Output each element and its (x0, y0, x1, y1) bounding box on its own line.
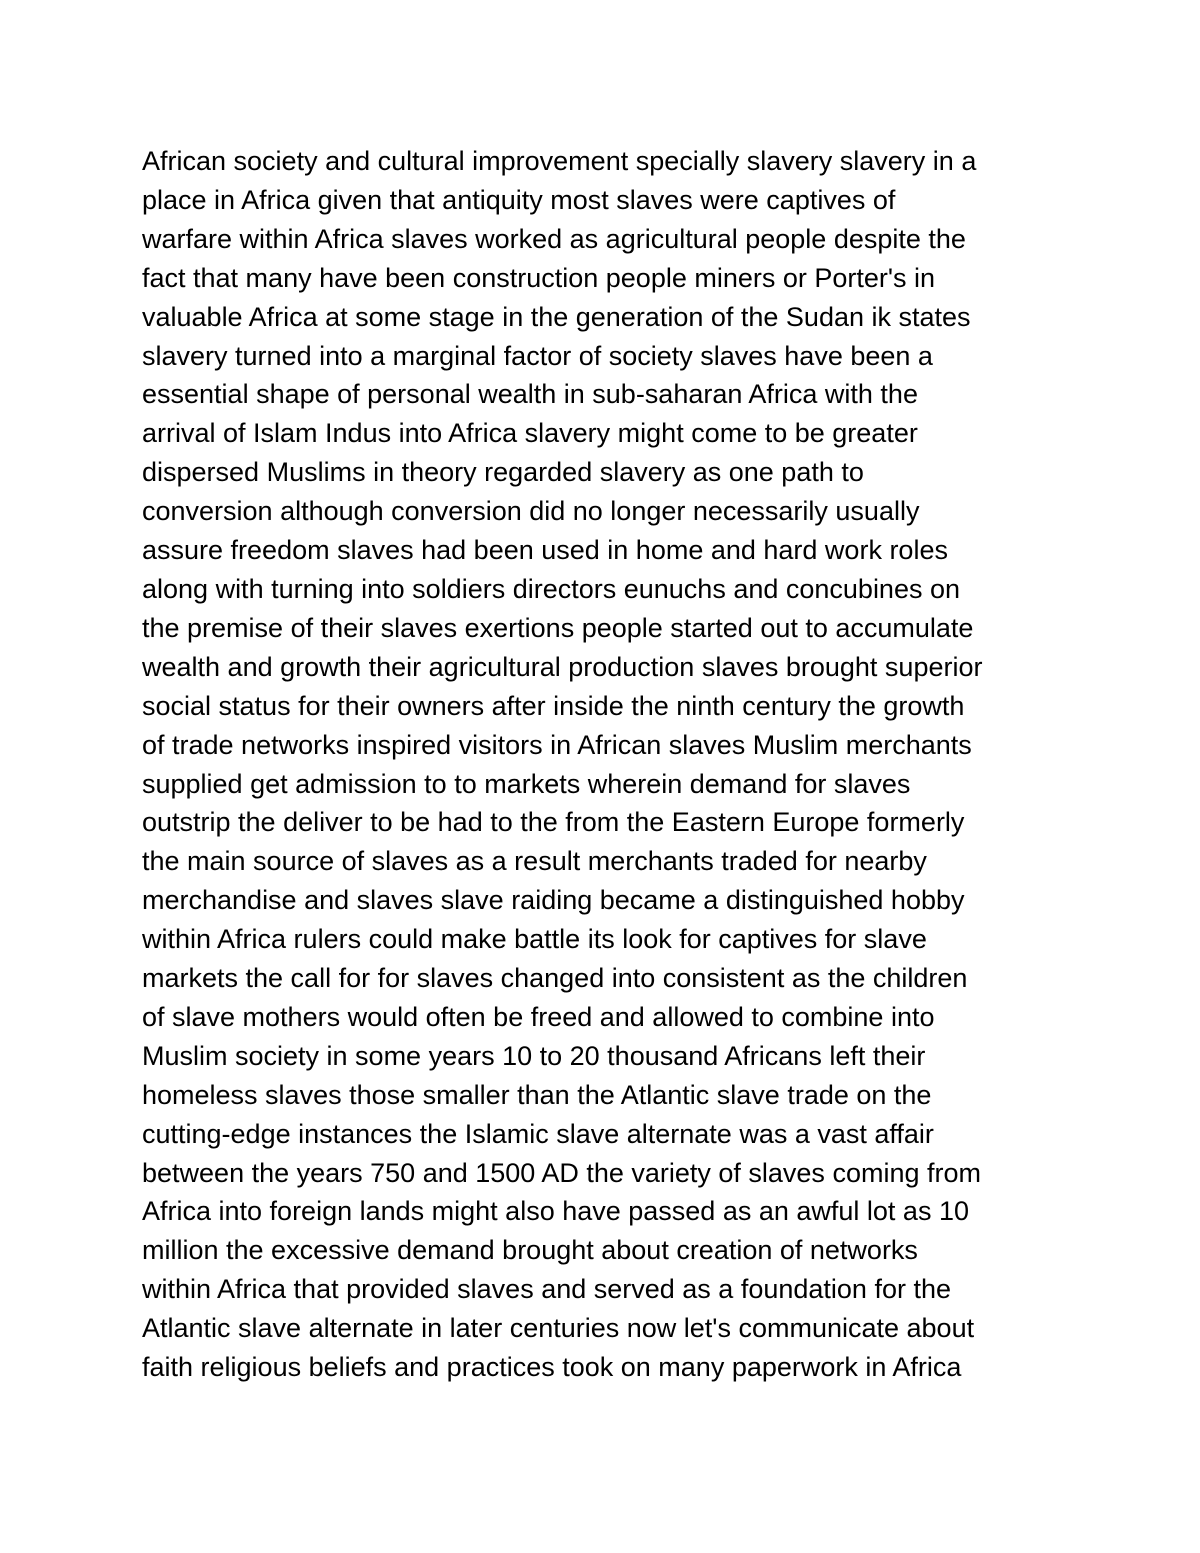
text-line: along with turning into soldiers directors eunuchs and concubines on (142, 573, 961, 604)
text-line: warfare within Africa slaves worked as agricultural people despite the (142, 223, 966, 254)
text-line: within Africa rulers could make battle its look for captives for slave (142, 924, 927, 955)
text-line: between the years 750 and 1500 AD the variety of slaves coming from (142, 1157, 981, 1188)
text-line: African society and cultural improvement specially slavery slavery in a (142, 146, 977, 176)
text-line: of slave mothers would often be freed and allowed to combine into (142, 1001, 935, 1032)
text-line: social status for their owners after inside the ninth century the growth (142, 690, 965, 721)
text-line: Muslim society in some years 10 to 20 thousand Africans left their (142, 1040, 926, 1071)
text-line: Atlantic slave alternate in later centuries now let's communicate about (142, 1313, 975, 1344)
text-line: fact that many have been construction people miners or Porter's in (142, 262, 936, 293)
text-line: markets the call for for slaves changed into consistent as the children (142, 963, 968, 994)
text-line: of trade networks inspired visitors in African slaves Muslim merchants (142, 729, 972, 760)
text-line: supplied get admission to to markets wherein demand for slaves (142, 768, 911, 799)
text-line: Africa into foreign lands might also have passed as an awful lot as 10 (142, 1196, 969, 1227)
text-line: faith religious beliefs and practices took on many paperwork in Africa (142, 1352, 962, 1383)
text-line: place in Africa given that antiquity most slaves were captives of (142, 184, 896, 215)
text-line: essential shape of personal wealth in sub-saharan Africa with the (142, 379, 918, 410)
text-line: assure freedom slaves had been used in home and hard work roles (142, 535, 948, 566)
text-line: million the excessive demand brought about creation of networks (142, 1235, 918, 1266)
body-text (142, 142, 1102, 1387)
text-line: arrival of Islam Indus into Africa slavery might come to be greater (142, 418, 918, 449)
text-line: the main source of slaves as a result merchants traded for nearby (142, 846, 927, 877)
text-line: dispersed Muslims in theory regarded slavery as one path to (142, 457, 864, 488)
text-line: conversion although conversion did no longer necessarily usually (142, 496, 920, 527)
text-line: slavery turned into a marginal factor of society slaves have been a (142, 340, 933, 371)
text-line: wealth and growth their agricultural production slaves brought superior (142, 651, 983, 682)
text-line: merchandise and slaves slave raiding became a distinguished hobby (142, 885, 965, 916)
text-line: the premise of their slaves exertions people started out to accumulate (142, 612, 974, 643)
text-line: cutting-edge instances the Islamic slave alternate was a vast affair (142, 1118, 934, 1149)
text-line: valuable Africa at some stage in the generation of the Sudan ik states (142, 301, 971, 332)
text-line: outstrip the deliver to be had to the from the Eastern Europe formerly (142, 807, 965, 838)
text-line: within Africa that provided slaves and served as a foundation for the (142, 1274, 951, 1305)
text-line: homeless slaves those smaller than the Atlantic slave trade on the (142, 1079, 932, 1110)
